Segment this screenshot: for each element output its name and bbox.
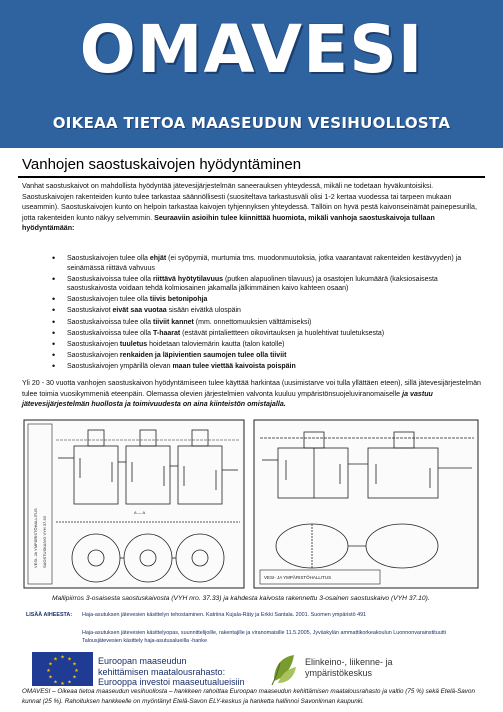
svg-text:★: ★ xyxy=(60,681,65,686)
brand-subtitle: OIKEAA TIETOA MAASEUDUN VESIHUOLLOSTA xyxy=(52,114,451,132)
svg-text:★: ★ xyxy=(67,656,72,663)
list-item: • Saostuskaivojen tuuletus hoidetaan taloviemärin kautta (talon katolle) xyxy=(52,340,480,350)
reference-item: Haja-asutuksen jätevesien käsittelyopas, suunnittelijoille, rakentajille ja viranomaisille 11.5.2005, Jyväskylän ammattikorkeakoulun Luonnonvarainstituutti Talousjätevesien käsittely haja-asutusalueilla -hanke xyxy=(82,630,446,644)
closing-text: Yli 20 - 30 vuotta vanhojen saostuskaivon hyödyntämiseen tulee käyttää harkintaa (uusimistarve voi tulla yllättäen eteen), sillä jätevesijärjestelmän tulee toimia vuosikymmeniä eteenpäin. Olemassa olevien järjestelmien valvonta kuuluu ympäristönsuojeluviranomaiselle xyxy=(22,379,481,398)
eu-flag-logo xyxy=(32,652,93,686)
eu-fund-line: kehittämisen maatalousrahasto: xyxy=(98,666,226,677)
svg-text:★: ★ xyxy=(48,661,53,668)
svg-text:★: ★ xyxy=(74,668,79,674)
closing-emphasis: ja vastuu jätevesijärjestelmän huollosta ja toimivuudesta on aina kiinteistön omistajalla. xyxy=(22,389,433,409)
requirement-list xyxy=(52,254,480,373)
svg-text:★: ★ xyxy=(53,679,58,686)
eu-fund-text xyxy=(98,656,245,688)
list-item: • Saostuskaivojen tulee olla tiivis betonipohja xyxy=(52,295,480,305)
ely-centre-text xyxy=(305,657,393,678)
ely-centre-logo xyxy=(268,651,300,687)
references-label: LISÄÄ AIHEESTA: xyxy=(26,612,73,618)
header-banner xyxy=(0,0,503,148)
intro-emphasis: Seuraaviin asioihin tulee kiinnittää huomiota, mikäli vanhoja saostuskaivoja tullaan hyödyntämään: xyxy=(22,213,435,233)
ely-line: Elinkeino-, liikenne- ja xyxy=(305,657,393,667)
drawing-left-subtitle: SAOSTUSKAIVO VYH 37.33 xyxy=(42,516,47,568)
svg-text:★: ★ xyxy=(72,661,77,668)
svg-text:★: ★ xyxy=(53,656,58,663)
closing-paragraph xyxy=(22,378,484,410)
list-item: • Saostuskaivoissa tulee olla tiiviit kannet (mm. onnettomuuksien välttämiseksi) xyxy=(52,318,480,328)
title-divider xyxy=(18,176,485,178)
figure-caption: Mallipiirros 3-osaisesta saostuskaivosta (VYH nro. 37.33) ja kahdesta kaivosta rakennettu 3-osainen saostuskaivo (VYH 37.10). xyxy=(52,595,430,602)
list-item: • Saostuskaivoissa tulee olla T-haarat (estävät pintaliettteen oikovirtauksen ja huolehtivat tuuletuksesta) xyxy=(52,329,480,339)
svg-text:★: ★ xyxy=(48,674,53,681)
intro-text: Vanhat saostuskaivot on mahdollista hyödyntää jätevesijärjestelmän saneerauksen yhteydessä, mikäli ne todetaan hyväkuntoisiksi. Saostuskaivojen rakenteiden kunto tulee tarkastaa säännöllisesti (suositeltava tarkastusväli olisi 1-2 kertaa vuodessa tai tarpeen mukaan useammin). Saostuskaivojen kunto on helpoin tarkastaa kaivojen tyhjennyksen yhteydessä. Tällöin on hyvä pestä kaivonseinämät painepesurilla, jotta rakenteiden kunto näkyy selvemmin. xyxy=(22,182,477,222)
eu-fund-line: Eurooppa investoi maaseutualueisiin xyxy=(98,677,245,687)
funding-footer: OMAVESI – Oikeaa tietoa maaseudun vesihuollosta – hankkeen rahoittaa Euroopan maaseudun kehittämisen maatalousrahasto ja valtio (75 %) sekä Etelä-Savon kunnat (25 %). Rahoituksen hankkeelle on myöntänyt Etelä-Savon ELY-keskus ja hanketta hallinnoi Savonlinnan kaupunki. xyxy=(22,688,475,705)
list-item: • Saostuskaivojen tulee olla ehjät (ei syöpymiä, murtumia tms. muodonmuutoksia, jotka vaarantavat rakenteiden kestävyyden) ja seinämässä riittävä vahvuus xyxy=(52,254,480,273)
list-item: • Saostuskaivojen renkaiden ja läpivientien saumojen tulee olla tiiviit xyxy=(52,351,480,361)
septic-tank-drawing xyxy=(22,418,480,590)
page-title: Vanhojen saostuskaivojen hyödyntäminen xyxy=(22,156,302,173)
eu-fund-line: Euroopan maaseudun xyxy=(98,656,187,666)
ely-line: ympäristökeskus xyxy=(305,667,373,678)
drawing-left-label: VESI- JA YMPÄRISTÖHALLITUS xyxy=(33,508,38,568)
svg-text:★: ★ xyxy=(46,668,51,674)
list-item: • Saostuskaivot eivät saa vuotaa sisään eivätkä ulospäin xyxy=(52,306,480,316)
svg-text:★: ★ xyxy=(72,674,77,681)
reference-item: Haja-asutuksen jätevesien käsittelyn tehostaminen. Katriina Kujala-Räty ja Erkki Santala. 2001. Suomen ympäristö 491 xyxy=(82,612,367,618)
drawing-section-label: A — A xyxy=(134,510,146,515)
svg-text:★: ★ xyxy=(60,654,65,661)
brand-title: OMAVESI xyxy=(79,11,424,88)
list-item: • Saostuskaivoissa tulee olla riittävä hyötytilavuus (putken alapuolinen tilavuus) ja osastojen lukumäärä (kaksiosaisesta saostuskaivosta voidaan tehdä kolmiosainen jakamalla jälkimmäinen kaivo kahteen osaan) xyxy=(52,275,480,294)
intro-paragraph xyxy=(22,181,484,234)
list-item: • Saostuskaivojen ympärillä olevan maan tulee viettää kaivoista poispäin xyxy=(52,362,480,372)
drawing-right-label: VESI- JA YMPÄRISTÖHALLITUS xyxy=(264,575,332,580)
svg-text:★: ★ xyxy=(67,679,72,686)
